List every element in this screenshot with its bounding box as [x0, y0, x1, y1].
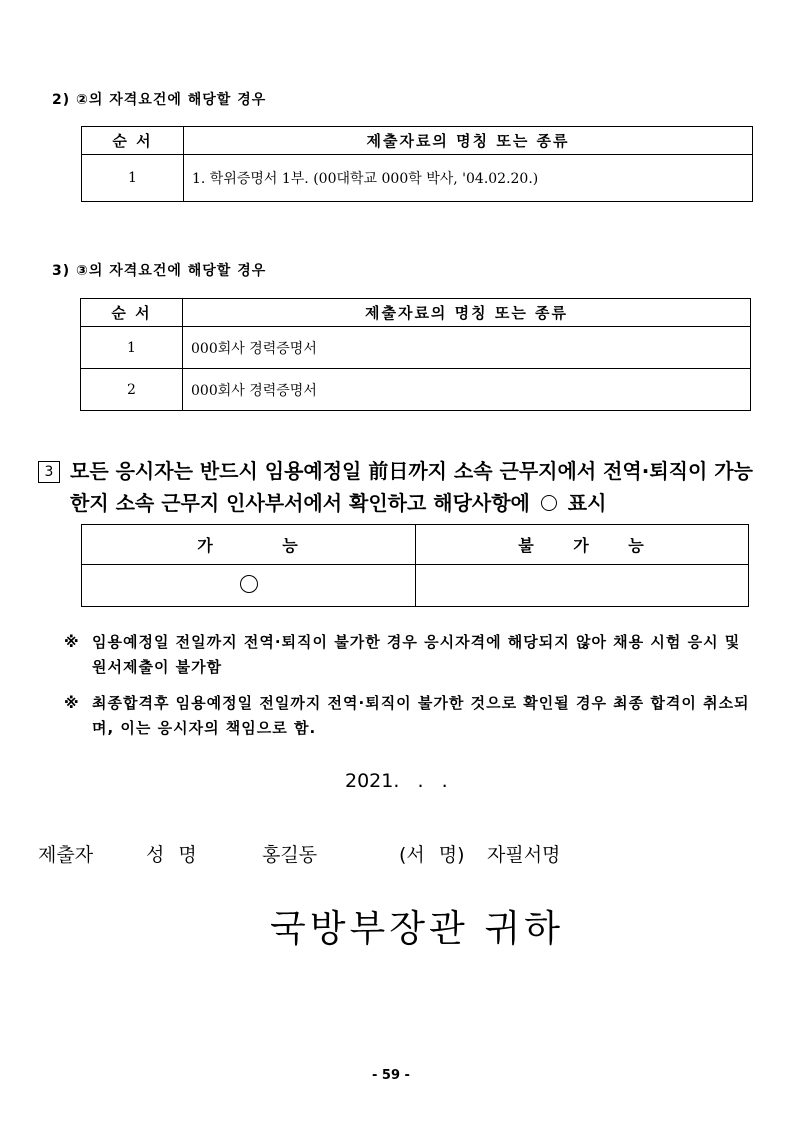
circle-mark-icon — [541, 495, 557, 511]
table-header-row — [82, 127, 753, 155]
header-order: 순 서 — [81, 299, 183, 327]
date: 2021. . . — [345, 770, 448, 792]
reference-mark-icon: ※ — [64, 633, 80, 651]
row-document: 1. 학위증명서 1부. (00대학교 000학 박사, '04.02.20.) — [184, 155, 753, 202]
reference-mark-icon: ※ — [64, 694, 80, 712]
notice-line1-text: 모든 응시자는 반드시 임용예정일 前日까지 소속 근무지에서 전역·퇴직이 가능 — [70, 459, 753, 483]
section3-table — [80, 298, 751, 411]
header-order: 순 서 — [82, 127, 184, 155]
submitter-label: 제출자 — [38, 844, 94, 866]
note-2 — [64, 691, 758, 741]
possible-cell — [82, 565, 416, 607]
section3-heading: 3) ③의 자격요건에 해당할 경우 — [52, 263, 267, 279]
notice-line2-text: 한지 소속 근무지 인사부서에서 확인하고 해당사항에 — [70, 491, 530, 515]
sign-label: (서 명) — [399, 844, 465, 866]
row-document: 000회사 경력증명서 — [183, 327, 751, 369]
section2-heading: 2) ②의 자격요건에 해당할 경우 — [52, 92, 267, 108]
notice-number-box: 3 — [38, 461, 60, 483]
table-row — [82, 155, 753, 202]
row-number: 1 — [82, 155, 184, 202]
addressee: 국방부장관 귀하 — [270, 907, 564, 950]
note-1 — [64, 630, 758, 680]
table-row — [81, 369, 751, 411]
notice-paragraph — [38, 455, 758, 519]
table-row — [81, 327, 751, 369]
sign-value: 자필서명 — [487, 844, 561, 866]
notice-line-1 — [38, 455, 758, 487]
notice-line2-end: 표시 — [567, 491, 607, 515]
note-text: 임용예정일 전일까지 전역·퇴직이 불가한 경우 응시자격에 해당되지 않아 채용 시험 응시 및 원서제출이 불가함 — [92, 633, 741, 676]
header-impossible: 불 가 능 — [416, 525, 749, 565]
name-value: 홍길동 — [262, 844, 318, 866]
availability-table — [81, 524, 749, 607]
table-header-row — [81, 299, 751, 327]
table-header-row — [82, 525, 749, 565]
row-document: 000회사 경력증명서 — [183, 369, 751, 411]
header-document-name: 제출자료의 명칭 또는 종류 — [183, 299, 751, 327]
row-number: 2 — [81, 369, 183, 411]
header-document-name: 제출자료의 명칭 또는 종류 — [184, 127, 753, 155]
table-row — [82, 565, 749, 607]
name-label: 성 명 — [146, 844, 197, 866]
circle-mark-icon — [240, 575, 258, 593]
note-text: 최종합격후 임용예정일 전일까지 전역·퇴직이 불가한 것으로 확인될 경우 최종 합격이 취소되며, 이는 응시자의 책임으로 함. — [92, 694, 750, 737]
section2-table — [81, 126, 753, 202]
page-number: - 59 - — [372, 1068, 410, 1083]
notice-line-2 — [38, 487, 758, 519]
impossible-cell — [416, 565, 749, 607]
row-number: 1 — [81, 327, 183, 369]
header-possible: 가 능 — [82, 525, 416, 565]
